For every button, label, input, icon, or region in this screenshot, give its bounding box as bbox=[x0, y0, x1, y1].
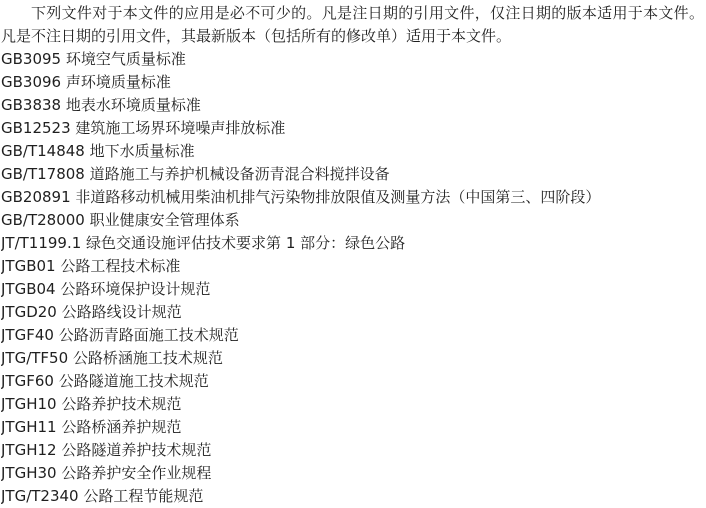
reference-item: GB/T28000 职业健康安全管理体系 bbox=[1, 211, 240, 229]
reference-item: JT/T1199.1 绿色交通设施评估技术要求第 1 部分：绿色公路 bbox=[1, 234, 406, 252]
reference-item: JTG/T2340 公路工程节能规范 bbox=[1, 487, 204, 505]
reference-item: JTGH30 公路养护安全作业规程 bbox=[1, 464, 212, 482]
reference-item: JTGF40 公路沥青路面施工技术规范 bbox=[1, 326, 239, 344]
reference-item: JTG/TF50 公路桥涵施工技术规范 bbox=[1, 349, 223, 367]
reference-item: GB/T14848 地下水质量标准 bbox=[1, 142, 195, 160]
reference-item: JTGD20 公路路线设计规范 bbox=[1, 303, 182, 321]
reference-list bbox=[1, 48, 704, 508]
reference-item: JTGB04 公路环境保护设计规范 bbox=[1, 280, 211, 298]
reference-item: GB/T17808 道路施工与养护机械设备沥青混合料搅拌设备 bbox=[1, 165, 390, 183]
reference-item: GB12523 建筑施工场界环境噪声排放标准 bbox=[1, 119, 286, 137]
reference-item: JTGH11 公路桥涵养护规范 bbox=[1, 418, 182, 436]
reference-item: GB3096 声环境质量标准 bbox=[1, 73, 171, 91]
reference-item: GB20891 非道路移动机械用柴油机排气污染物排放限值及测量方法（中国第三、四阶段） bbox=[1, 188, 601, 206]
reference-item: JTGH12 公路隧道养护技术规范 bbox=[1, 441, 212, 459]
reference-item: JTGB01 公路工程技术标准 bbox=[1, 257, 181, 275]
reference-item: GB3838 地表水环境质量标准 bbox=[1, 96, 201, 114]
reference-item: GB3095 环境空气质量标准 bbox=[1, 50, 186, 68]
reference-item: JTGF60 公路隧道施工技术规范 bbox=[1, 372, 209, 390]
reference-item: JTGH10 公路养护技术规范 bbox=[1, 395, 182, 413]
intro-paragraph: 下列文件对于本文件的应用是必不可少的。凡是注日期的引用文件，仅注日期的版本适用于本文件。凡是不注日期的引用文件，其最新版本（包括所有的修改单）适用于本文件。 bbox=[1, 4, 704, 45]
